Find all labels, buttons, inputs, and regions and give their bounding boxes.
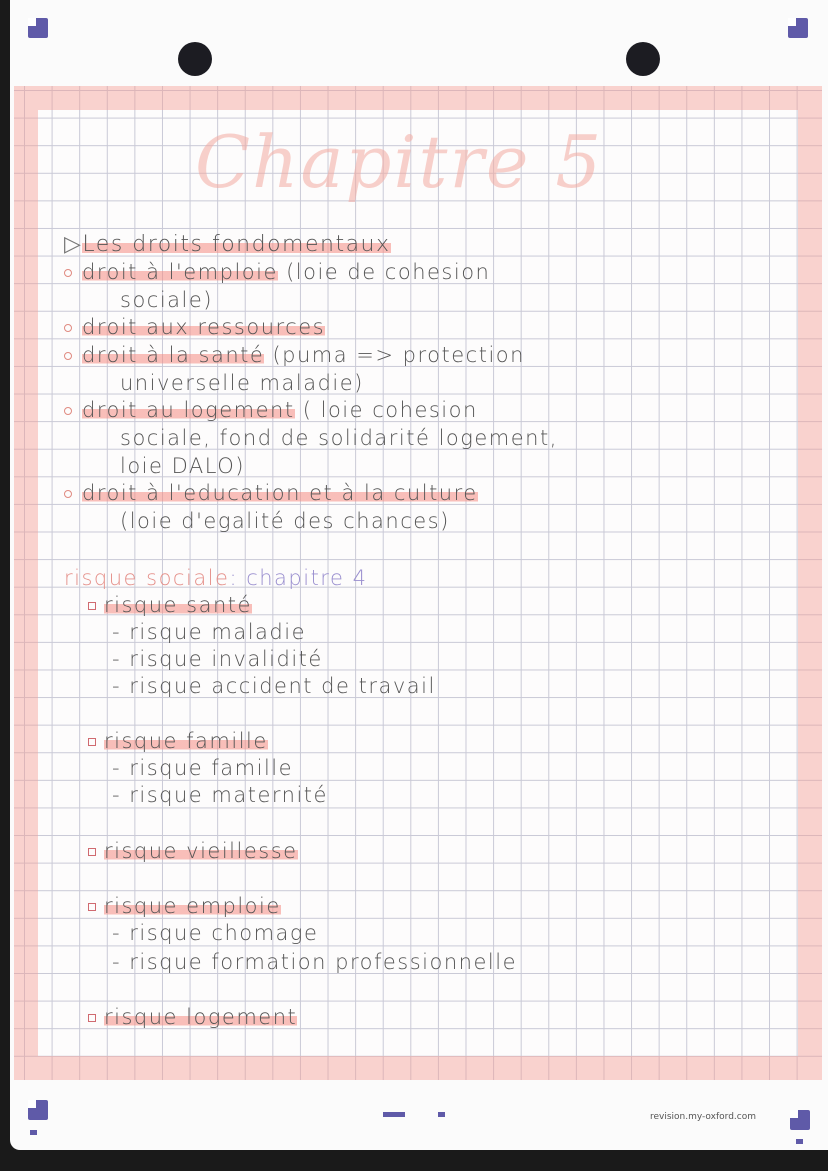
highlighted-text: droit à l'emploie: [82, 260, 278, 284]
bullet-icon: [64, 490, 72, 498]
sub-item-line: [112, 756, 293, 780]
bullet-icon: [64, 352, 72, 360]
list-line: [64, 343, 525, 367]
list-line: [64, 315, 325, 339]
corner-marker-icon: [790, 1110, 810, 1130]
square-bullet-icon: [88, 1014, 96, 1022]
sub-item: - risque formation professionnelle: [112, 950, 517, 974]
sub-item-line: [112, 674, 436, 698]
sub-item: - risque famille: [112, 756, 294, 780]
list-line: [64, 398, 478, 422]
heading-line: [64, 232, 391, 257]
square-bullet-icon: [88, 848, 96, 856]
text: (puma => protection: [264, 343, 525, 367]
corner-marker-icon: [28, 18, 48, 38]
list-line: [120, 454, 245, 478]
text: (loie de cohesion: [277, 260, 491, 284]
binder-hole: [178, 42, 212, 76]
sub-item: - risque invalidité: [112, 647, 323, 671]
highlighted-text: droit à l'education et à la culture: [82, 481, 478, 505]
sub-item: - risque maladie: [112, 620, 307, 644]
group-label: risque vieillesse: [104, 839, 298, 863]
group-label: risque logement: [104, 1005, 298, 1029]
list-line: [64, 260, 490, 284]
section-heading: risque sociale: [64, 566, 230, 590]
arrow-icon: ▷: [64, 232, 83, 257]
text: loie DALO): [120, 454, 245, 478]
group-label: risque emploie: [104, 894, 281, 918]
list-line: [120, 426, 558, 450]
page-title: Chapitre 5: [195, 120, 604, 204]
highlighted-text: droit au logement: [82, 398, 295, 422]
group-line: [88, 1005, 297, 1029]
group-line: [88, 894, 281, 918]
list-line: [120, 288, 213, 312]
sub-item: - risque maternité: [112, 783, 328, 807]
sub-item-line: [112, 620, 306, 644]
bullet-icon: [64, 269, 72, 277]
text: universelle maladie): [120, 371, 364, 395]
group-line: [88, 839, 298, 863]
footer-url: revision.my-oxford.com: [649, 1112, 756, 1122]
heading-line: [64, 566, 367, 590]
group-label: risque famille: [104, 729, 268, 753]
square-bullet-icon: [88, 602, 96, 610]
highlighted-text: droit aux ressources: [82, 315, 326, 339]
marker-square: [796, 1139, 803, 1144]
corner-marker-icon: [28, 1100, 48, 1120]
group-line: [88, 593, 252, 617]
list-line: [120, 371, 364, 395]
sub-item-line: [112, 921, 318, 945]
sub-item: - risque accident de travail: [112, 674, 436, 698]
footer-marker: [383, 1112, 405, 1117]
text: sociale, fond de solidarité logement,: [120, 426, 558, 450]
square-bullet-icon: [88, 903, 96, 911]
group-line: [88, 729, 268, 753]
highlighted-text: droit à la santé: [82, 343, 265, 367]
group-label: risque santé: [104, 593, 252, 617]
binder-hole: [626, 42, 660, 76]
chapter-ref: : chapitre 4: [229, 566, 368, 590]
square-bullet-icon: [88, 738, 96, 746]
sub-item: - risque chomage: [112, 921, 319, 945]
text: ( loie cohesion: [294, 398, 478, 422]
sub-item-line: [112, 647, 323, 671]
bullet-icon: [64, 407, 72, 415]
sub-item-line: [112, 783, 328, 807]
marker-square: [30, 1130, 37, 1135]
list-line: [64, 481, 478, 505]
text: (loie d'egalité des chances): [120, 509, 450, 533]
corner-marker-icon: [788, 18, 808, 38]
section-heading: Les droits fondomentaux: [82, 232, 391, 257]
footer-marker: [438, 1112, 445, 1117]
text: sociale): [120, 288, 213, 312]
list-line: [120, 509, 450, 533]
bullet-icon: [64, 324, 72, 332]
sub-item-line: [112, 950, 517, 974]
